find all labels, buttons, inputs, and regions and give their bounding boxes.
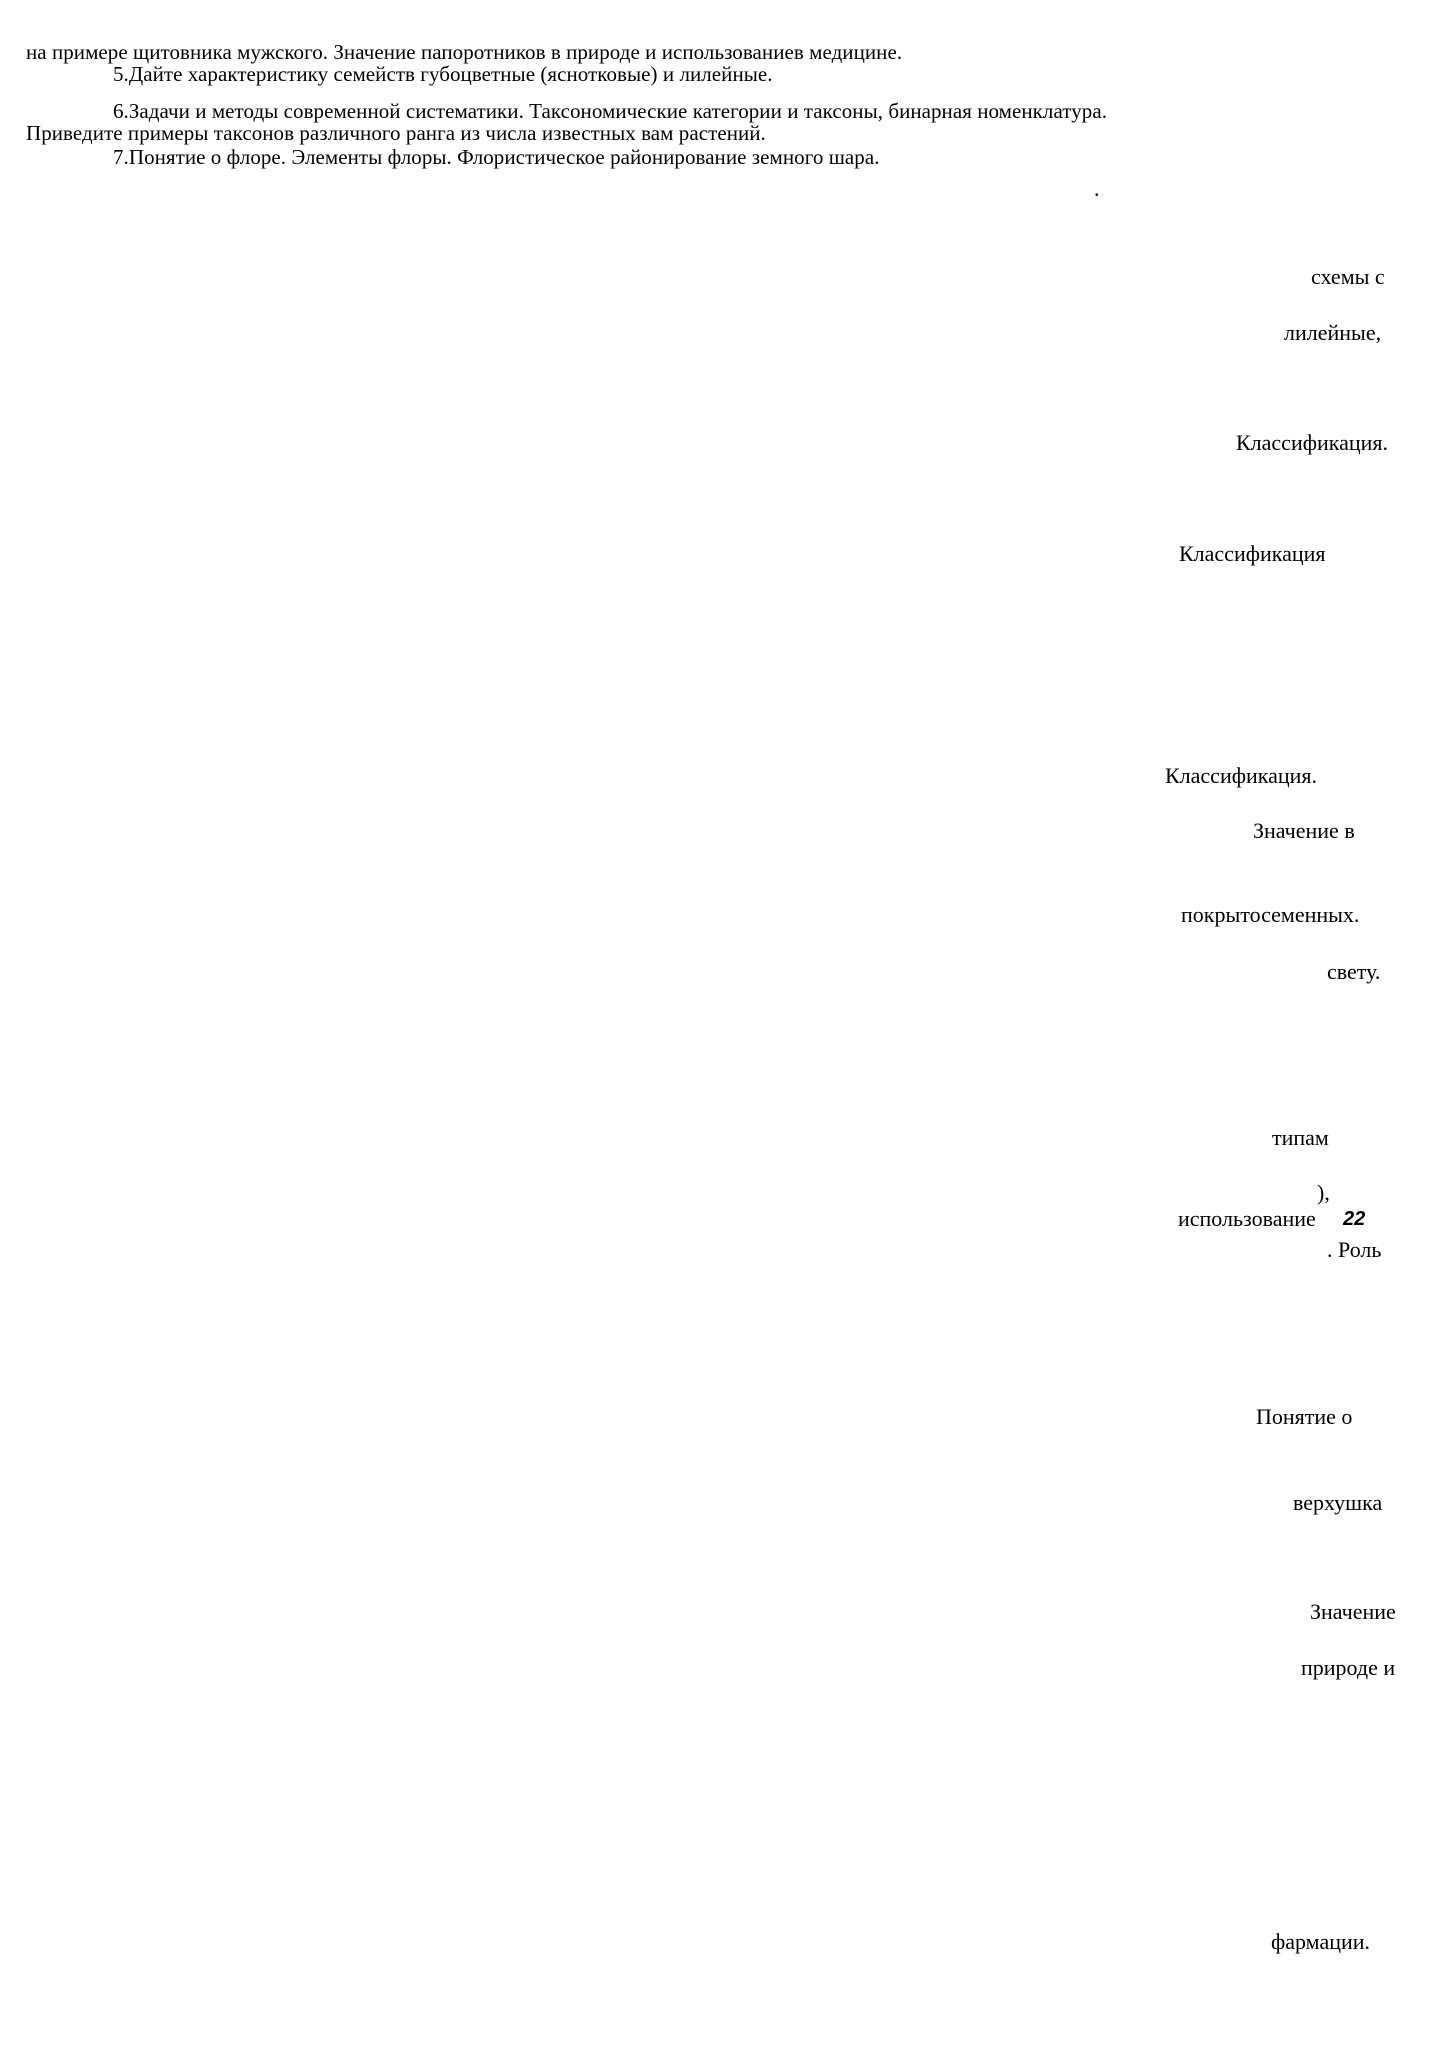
page-number: 22 <box>1343 1208 1366 1230</box>
text-line: Приведите примеры таксонов различного ранга из числа известных вам растений. <box>26 121 766 145</box>
text-fragment: Классификация. <box>1236 430 1389 455</box>
text-fragment: ), <box>1317 1180 1330 1205</box>
text-fragment: покрытосеменных. <box>1181 902 1360 927</box>
text-fragment: схемы с <box>1311 264 1385 289</box>
text-fragment: лилейные, <box>1284 320 1382 345</box>
text-fragment: типам <box>1272 1125 1329 1150</box>
text-fragment: Значение <box>1310 1599 1396 1624</box>
stray-dot: . <box>1094 176 1100 201</box>
text-fragment: природе и <box>1301 1655 1396 1680</box>
text-line: 7.Понятие о флоре. Элементы флоры. Флористическое районирование земного шара. <box>113 145 880 169</box>
text-fragment: свету. <box>1327 959 1381 984</box>
text-fragment: Понятие о <box>1256 1404 1353 1429</box>
text-fragment: верхушка <box>1293 1490 1383 1515</box>
text-fragment: использование <box>1178 1206 1316 1231</box>
text-line: 5.Дайте характеристику семейств губоцветные (яснотковые) и лилейные. <box>113 62 773 86</box>
text-line: 6.Задачи и методы современной систематики. Таксономические категории и таксоны, бинарная номенклатура. <box>113 99 1107 123</box>
text-fragment: . Роль <box>1327 1237 1382 1262</box>
text-line: на примере щитовника мужского. Значение папоротников в природе и использованиев медицине. <box>26 40 903 64</box>
text-fragment: Классификация. <box>1165 763 1318 788</box>
text-fragment: Значение в <box>1253 818 1355 843</box>
text-fragment: фармации. <box>1271 1929 1371 1954</box>
text-fragment: Классификация <box>1179 541 1326 566</box>
